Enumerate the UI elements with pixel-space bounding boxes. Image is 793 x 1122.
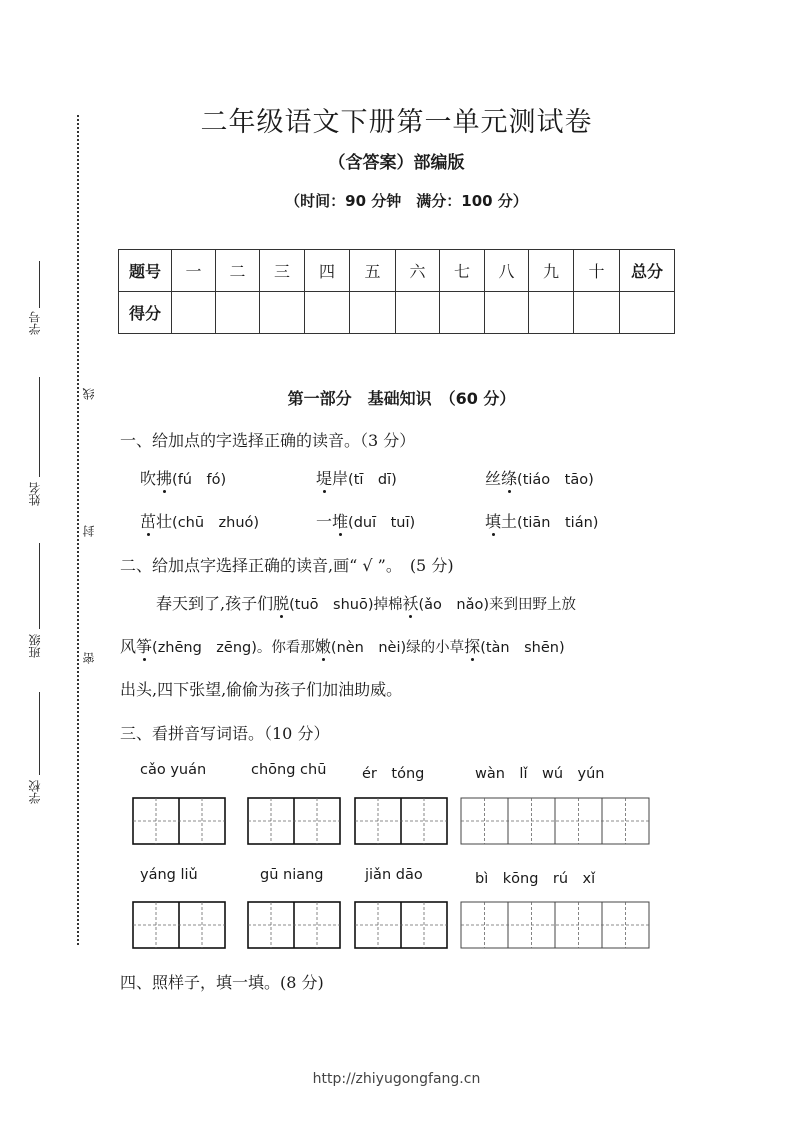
q1-item-text: 壮 bbox=[156, 512, 173, 531]
page-title: 二年级语文下册第一单元测试卷 bbox=[200, 107, 593, 138]
q2-text: (ǎo nǎo)来到田野上放 bbox=[418, 597, 577, 613]
time-limit: （时间：90 分钟 满分：100 分） bbox=[285, 192, 528, 210]
table-cell: 总分 bbox=[620, 250, 675, 292]
table-cell: 题号 bbox=[119, 250, 172, 292]
dotted-char: 嫩 bbox=[314, 637, 331, 656]
table-cell: 二 bbox=[216, 250, 260, 292]
q2-text: (tuō shuō)掉棉 bbox=[289, 597, 403, 613]
table-cell: 一 bbox=[172, 250, 216, 292]
q3-pinyin: wàn lǐ wú yún bbox=[475, 766, 605, 782]
dotted-char: 堤 bbox=[316, 469, 333, 488]
school-label: 学校 bbox=[28, 780, 42, 804]
q1-item-pinyin: (chū zhuó) bbox=[172, 515, 260, 531]
dotted-char: 绦 bbox=[501, 469, 518, 488]
q1-item-pinyin: (tiān tián) bbox=[517, 515, 599, 531]
table-cell: 六 bbox=[396, 250, 440, 292]
dotted-char: 脱 bbox=[273, 594, 290, 613]
question-3-title: 三、看拼音写词语。（10 分） bbox=[120, 724, 330, 743]
q2-text: (zhēng zēng)。你看那 bbox=[152, 640, 315, 656]
q1-item-text: 土 bbox=[501, 512, 518, 531]
table-cell: 七 bbox=[440, 250, 485, 292]
q3-pinyin: ér tóng bbox=[362, 766, 425, 782]
table-cell: 得分 bbox=[119, 292, 172, 334]
table-cell: 四 bbox=[305, 250, 350, 292]
table-cell: 五 bbox=[350, 250, 396, 292]
student-id-label: 学号 bbox=[28, 311, 42, 335]
q1-item-text: 岸 bbox=[332, 469, 349, 488]
q2-text: (tàn shēn) bbox=[480, 640, 565, 656]
seal-char-xian: 线 bbox=[82, 388, 96, 400]
dotted-char: 拂 bbox=[156, 469, 173, 488]
dotted-char: 筝 bbox=[136, 637, 153, 656]
q3-pinyin: chōng chū bbox=[251, 762, 327, 778]
dotted-char: 堆 bbox=[332, 512, 349, 531]
table-cell: 十 bbox=[574, 250, 620, 292]
part-title: 第一部分 基础知识 （60 分） bbox=[287, 389, 516, 408]
q2-text: 风 bbox=[120, 637, 137, 656]
page-subtitle: （含答案）部编版 bbox=[328, 153, 465, 173]
q1-item-pinyin: (tī dī) bbox=[348, 472, 397, 488]
question-4-title: 四、照样子，填一填。(8 分) bbox=[120, 973, 324, 992]
q1-item-pinyin: (fú fó) bbox=[172, 472, 227, 488]
q2-paragraph-line-3: 出头,四下张望,偷偷为孩子们加油助威。 bbox=[120, 680, 403, 699]
question-2-title: 二、给加点字选择正确的读音,画“ √ ”。 (5 分) bbox=[120, 556, 454, 575]
q1-item-text: 一 bbox=[316, 512, 333, 531]
dotted-char: 填 bbox=[485, 512, 502, 531]
table-cell: 九 bbox=[529, 250, 574, 292]
seal-char-mi: 密 bbox=[82, 652, 96, 664]
question-1-title: 一、给加点的字选择正确的读音。（3 分） bbox=[120, 431, 416, 450]
q1-item-pinyin: (tiáo tāo) bbox=[517, 472, 594, 488]
dotted-char: 茁 bbox=[140, 512, 157, 531]
dotted-char: 袄 bbox=[402, 594, 419, 613]
table-cell: 三 bbox=[260, 250, 305, 292]
q3-pinyin: bì kōng rú xǐ bbox=[475, 871, 596, 887]
table-cell: 八 bbox=[485, 250, 529, 292]
q2-text: 春天到了,孩子们 bbox=[156, 594, 274, 613]
q3-pinyin: gū niang bbox=[260, 867, 324, 883]
q1-item-text: 丝 bbox=[485, 469, 502, 488]
seal-char-feng: 封 bbox=[82, 525, 96, 537]
q3-pinyin: cǎo yuán bbox=[140, 762, 207, 778]
q3-pinyin: yáng liǔ bbox=[140, 867, 198, 883]
q2-text: (nèn nèi)绿的小草 bbox=[330, 640, 465, 656]
class-label: 班级 bbox=[28, 634, 42, 658]
q1-item-pinyin: (duī tuī) bbox=[348, 515, 416, 531]
q3-pinyin: jiǎn dāo bbox=[365, 867, 423, 883]
q1-item-text: 吹 bbox=[140, 469, 157, 488]
name-label: 姓名 bbox=[28, 482, 42, 506]
footer-url: http://zhiyugongfang.cn bbox=[312, 1071, 481, 1087]
dotted-char: 探 bbox=[464, 637, 481, 656]
